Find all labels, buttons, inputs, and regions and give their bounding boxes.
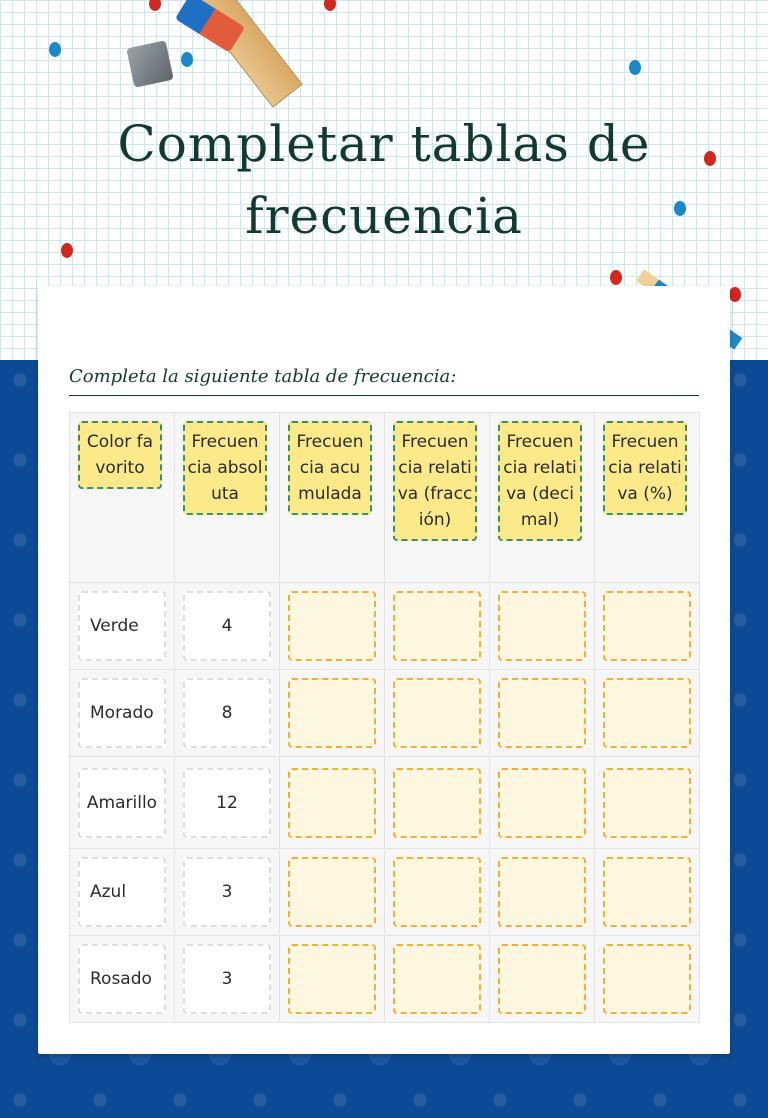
drop-zone-acumulada[interactable]	[288, 768, 376, 838]
table-row	[70, 583, 700, 670]
drop-zone-fraccion[interactable]	[393, 944, 481, 1014]
decor-dot	[49, 42, 61, 57]
drop-zone-fraccion[interactable]	[393, 768, 481, 838]
drop-zone-decimal[interactable]	[498, 678, 586, 748]
row-label: Verde	[78, 591, 166, 661]
drop-zone-fraccion[interactable]	[393, 678, 481, 748]
row-label: Morado	[78, 678, 166, 748]
header-frecuencia-acumulada: Frecuencia acumulada	[288, 421, 372, 515]
table-header-row	[70, 413, 700, 583]
frequency-table	[69, 412, 700, 1023]
header-color-favorito: Color favorito	[78, 421, 162, 489]
row-absolute-value: 3	[183, 944, 271, 1014]
instruction-text: Completa la siguiente tabla de frecuencia:	[69, 366, 699, 396]
table-row	[70, 849, 700, 936]
drop-zone-porcentaje[interactable]	[603, 857, 691, 927]
row-label: Amarillo	[78, 768, 166, 838]
row-absolute-value: 4	[183, 591, 271, 661]
drop-zone-porcentaje[interactable]	[603, 768, 691, 838]
drop-zone-decimal[interactable]	[498, 768, 586, 838]
drop-zone-acumulada[interactable]	[288, 678, 376, 748]
decor-dot	[729, 287, 741, 302]
drop-zone-decimal[interactable]	[498, 944, 586, 1014]
row-absolute-value: 3	[183, 857, 271, 927]
drop-zone-porcentaje[interactable]	[603, 591, 691, 661]
drop-zone-porcentaje[interactable]	[603, 944, 691, 1014]
sharpener-icon	[126, 40, 173, 87]
row-label: Rosado	[78, 944, 166, 1014]
drop-zone-acumulada[interactable]	[288, 857, 376, 927]
page-title: Completar tablas de frecuencia	[117, 115, 651, 245]
decor-dot	[181, 52, 193, 67]
header-frecuencia-relativa-decimal: Frecuencia relativa (decimal)	[498, 421, 582, 541]
row-absolute-value: 8	[183, 678, 271, 748]
drop-zone-porcentaje[interactable]	[603, 678, 691, 748]
drop-zone-acumulada[interactable]	[288, 591, 376, 661]
drop-zone-decimal[interactable]	[498, 591, 586, 661]
row-absolute-value: 12	[183, 768, 271, 838]
header-frecuencia-absoluta: Frecuencia absoluta	[183, 421, 267, 515]
decor-dot	[629, 60, 641, 75]
drop-zone-acumulada[interactable]	[288, 944, 376, 1014]
table-row	[70, 936, 700, 1023]
row-label: Azul	[78, 857, 166, 927]
drop-zone-fraccion[interactable]	[393, 591, 481, 661]
activity-card	[38, 286, 730, 1054]
header-frecuencia-relativa-fraccion: Frecuencia relativa (fracción)	[393, 421, 477, 541]
table-row	[70, 670, 700, 757]
decor-dot	[610, 270, 622, 285]
drop-zone-decimal[interactable]	[498, 857, 586, 927]
header-frecuencia-relativa-porcentaje: Frecuencia relativa (%)	[603, 421, 687, 515]
drop-zone-fraccion[interactable]	[393, 857, 481, 927]
table-row	[70, 757, 700, 849]
